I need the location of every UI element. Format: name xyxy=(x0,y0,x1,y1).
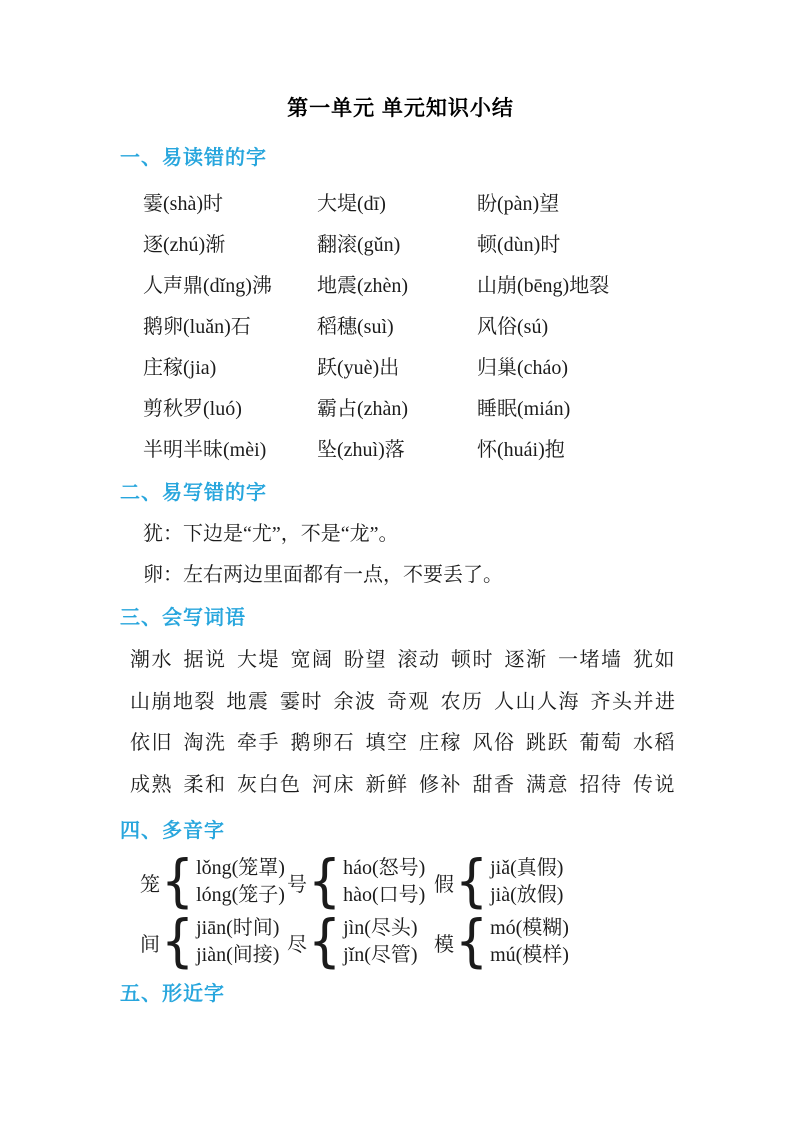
polyphone-group xyxy=(140,849,287,915)
polyphone-character: 笼 xyxy=(140,873,160,896)
polyphone-character: 尽 xyxy=(287,933,307,956)
section-similar-chars-heading: 五、形近字 xyxy=(120,983,225,1005)
misread-cell: 山崩(bēng)地裂 xyxy=(477,275,610,297)
misread-cell: 地震(zhèn) xyxy=(317,275,409,297)
writable-words-block xyxy=(130,640,681,806)
brace-icon: { xyxy=(455,909,489,975)
polyphone-character: 号 xyxy=(287,873,307,896)
brace-icon: { xyxy=(308,909,342,975)
brace-icon: { xyxy=(161,909,195,975)
misread-cell: 翻滚(gǔn) xyxy=(317,234,401,256)
misread-cell: 跃(yuè)出 xyxy=(317,357,400,379)
miswrite-notes xyxy=(143,514,681,596)
polyphone-character: 间 xyxy=(140,933,160,956)
misread-cell: 盼(pàn)望 xyxy=(477,193,560,215)
misread-cell: 霎(shà)时 xyxy=(143,193,223,215)
polyphone-readings xyxy=(343,915,417,969)
miswrite-note-line: 卵：左右两边里面都有一点，不要丢了。 xyxy=(143,564,503,586)
misread-cell: 庄稼(jia) xyxy=(143,357,217,379)
polyphone-reading: lǒng(笼罩) xyxy=(196,857,285,879)
brace-icon: { xyxy=(455,849,489,915)
misread-cell: 逐(zhú)渐 xyxy=(143,234,226,256)
polyphone-reading: mú(模样) xyxy=(490,944,569,966)
polyphone-group xyxy=(287,909,434,975)
misread-cell: 鹅卵(luǎn)石 xyxy=(143,316,251,338)
polyphone-readings xyxy=(490,915,569,969)
misread-cell: 霸占(zhàn) xyxy=(317,398,409,420)
misread-cell: 怀(huái)抱 xyxy=(477,439,565,461)
polyphone-reading: jìn(尽头) xyxy=(343,917,418,939)
misread-cell: 剪秋罗(luó) xyxy=(143,398,242,420)
polyphone-group xyxy=(287,849,434,915)
polyphone-reading: háo(怒号) xyxy=(343,857,426,879)
polyphone-reading: jiàn(间接) xyxy=(196,944,280,966)
misread-cell: 稻穗(suì) xyxy=(317,316,394,338)
polyphone-reading: lóng(笼子) xyxy=(196,884,285,906)
polyphone-readings xyxy=(196,915,279,969)
polyphone-group xyxy=(140,909,287,975)
polyphone-readings xyxy=(196,855,285,909)
section-miswrite-heading: 二、易写错的字 xyxy=(120,482,267,504)
polyphone-readings xyxy=(490,855,563,909)
misread-cell: 大堤(dī) xyxy=(317,193,386,215)
writable-words-line: 成熟 柔和 灰白色 河床 新鲜 修补 甜香 满意 招待 传说 xyxy=(130,773,676,796)
misread-cell: 睡眠(mián) xyxy=(477,398,571,420)
misread-words-grid xyxy=(143,184,681,471)
writable-words-line: 潮水 据说 大堤 宽阔 盼望 滚动 顿时 逐渐 一堵墙 犹如 xyxy=(130,649,676,671)
misread-cell: 坠(zhuì)落 xyxy=(317,439,405,461)
polyphone-readings xyxy=(343,855,425,909)
section-misread-heading: 一、易读错的字 xyxy=(120,147,267,169)
polyphone-character: 假 xyxy=(434,873,454,896)
polyphone-group xyxy=(434,849,681,915)
polyphone-grid xyxy=(140,849,681,975)
brace-icon: { xyxy=(308,849,342,915)
writable-words-line: 依旧 淘洗 牵手 鹅卵石 填空 庄稼 风俗 跳跃 葡萄 水稻 xyxy=(130,732,676,754)
misread-cell: 风俗(sú) xyxy=(477,316,549,338)
polyphone-reading: jià(放假) xyxy=(490,884,564,906)
writable-words-line: 山崩地裂 地震 霎时 余波 奇观 农历 人山人海 齐头并进 xyxy=(130,690,677,713)
misread-cell: 归巢(cháo) xyxy=(477,357,569,379)
section-polyphone-heading: 四、多音字 xyxy=(120,820,225,842)
misread-cell: 人声鼎(dǐng)沸 xyxy=(143,275,272,297)
misread-cell: 顿(dùn)时 xyxy=(477,234,561,256)
brace-icon: { xyxy=(161,849,195,915)
polyphone-character: 模 xyxy=(434,933,454,956)
section-writable-words-heading: 三、会写词语 xyxy=(120,607,246,629)
polyphone-group xyxy=(434,909,681,975)
polyphone-reading: mó(模糊) xyxy=(490,917,569,939)
misread-cell: 半明半昧(mèi) xyxy=(143,439,267,461)
polyphone-reading: jiǎ(真假) xyxy=(490,857,564,879)
polyphone-reading: hào(口号) xyxy=(343,884,426,906)
miswrite-note-line: 犹：下边是“尤”，不是“龙”。 xyxy=(143,523,399,545)
page-title: 第一单元 单元知识小结 xyxy=(287,97,514,120)
polyphone-reading: jiān(时间) xyxy=(196,917,280,939)
polyphone-reading: jǐn(尽管) xyxy=(343,944,418,966)
